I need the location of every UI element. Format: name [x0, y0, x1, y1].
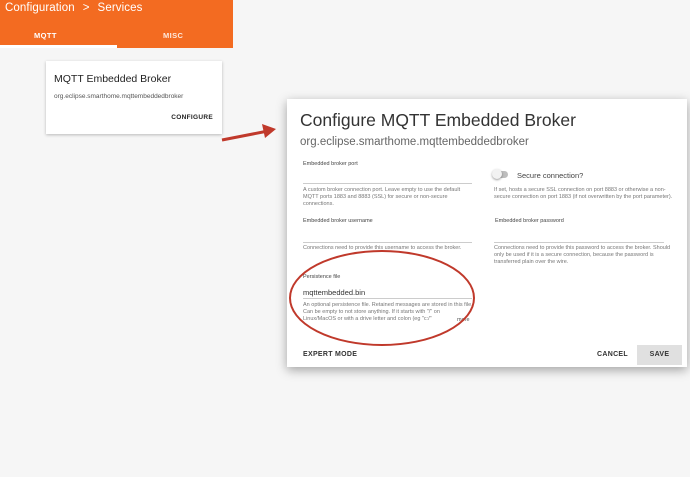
persistence-file-help: An optional persistence file. Retained messages are stored in this file. Can be empty to not store anything. If it starts with "/" on Linux/MacOS or with a drive letter and colon (eg "c:/"	[303, 302, 473, 322]
secure-connection-label: Secure connection?	[517, 171, 584, 180]
tab-misc[interactable]: MISC	[163, 31, 184, 40]
persistence-file-label: Persistence file	[303, 274, 341, 280]
configure-button[interactable]: CONFIGURE	[171, 114, 213, 121]
persistence-more-link[interactable]: more	[457, 317, 470, 323]
cancel-button[interactable]: CANCEL	[597, 351, 628, 358]
password-label: Embedded broker password	[495, 218, 564, 224]
password-help: Connections need to provide this password to access the broker. Should only be used if it is a secure connection, because the password is transferred plain over the wire.	[494, 245, 671, 265]
secure-connection-help: If set, hosts a secure SSL connection on port 8883 or otherwise a non-secure connection on port 1883 (if not overwritten by the port parameter).	[494, 187, 673, 200]
breadcrumb-services: Services	[97, 2, 143, 14]
username-label: Embedded broker username	[303, 218, 373, 224]
persistence-file-value: mqttembedded.bin	[303, 288, 366, 297]
broker-port-help: A custom broker connection port. Leave empty to use the default MQTT ports 1883 and 8883 (SSL) for secure or non-secure connections.	[303, 187, 461, 207]
breadcrumb-configuration[interactable]: Configuration	[5, 2, 75, 14]
username-help: Connections need to provide this username to access the broker.	[303, 245, 462, 251]
service-card-subtitle: org.eclipse.smarthome.mqttembeddedbroker	[54, 93, 184, 100]
save-button[interactable]: SAVE	[637, 345, 682, 365]
dialog-subtitle: org.eclipse.smarthome.mqttembeddedbroker	[300, 136, 529, 148]
breadcrumb-separator: >	[82, 2, 90, 14]
broker-port-label: Embedded broker port	[303, 161, 358, 167]
expert-mode-button[interactable]: EXPERT MODE	[303, 351, 358, 358]
service-card-title: MQTT Embedded Broker	[54, 73, 172, 85]
dialog-title: Configure MQTT Embedded Broker	[300, 110, 576, 130]
tab-mqtt[interactable]: MQTT	[34, 31, 57, 40]
